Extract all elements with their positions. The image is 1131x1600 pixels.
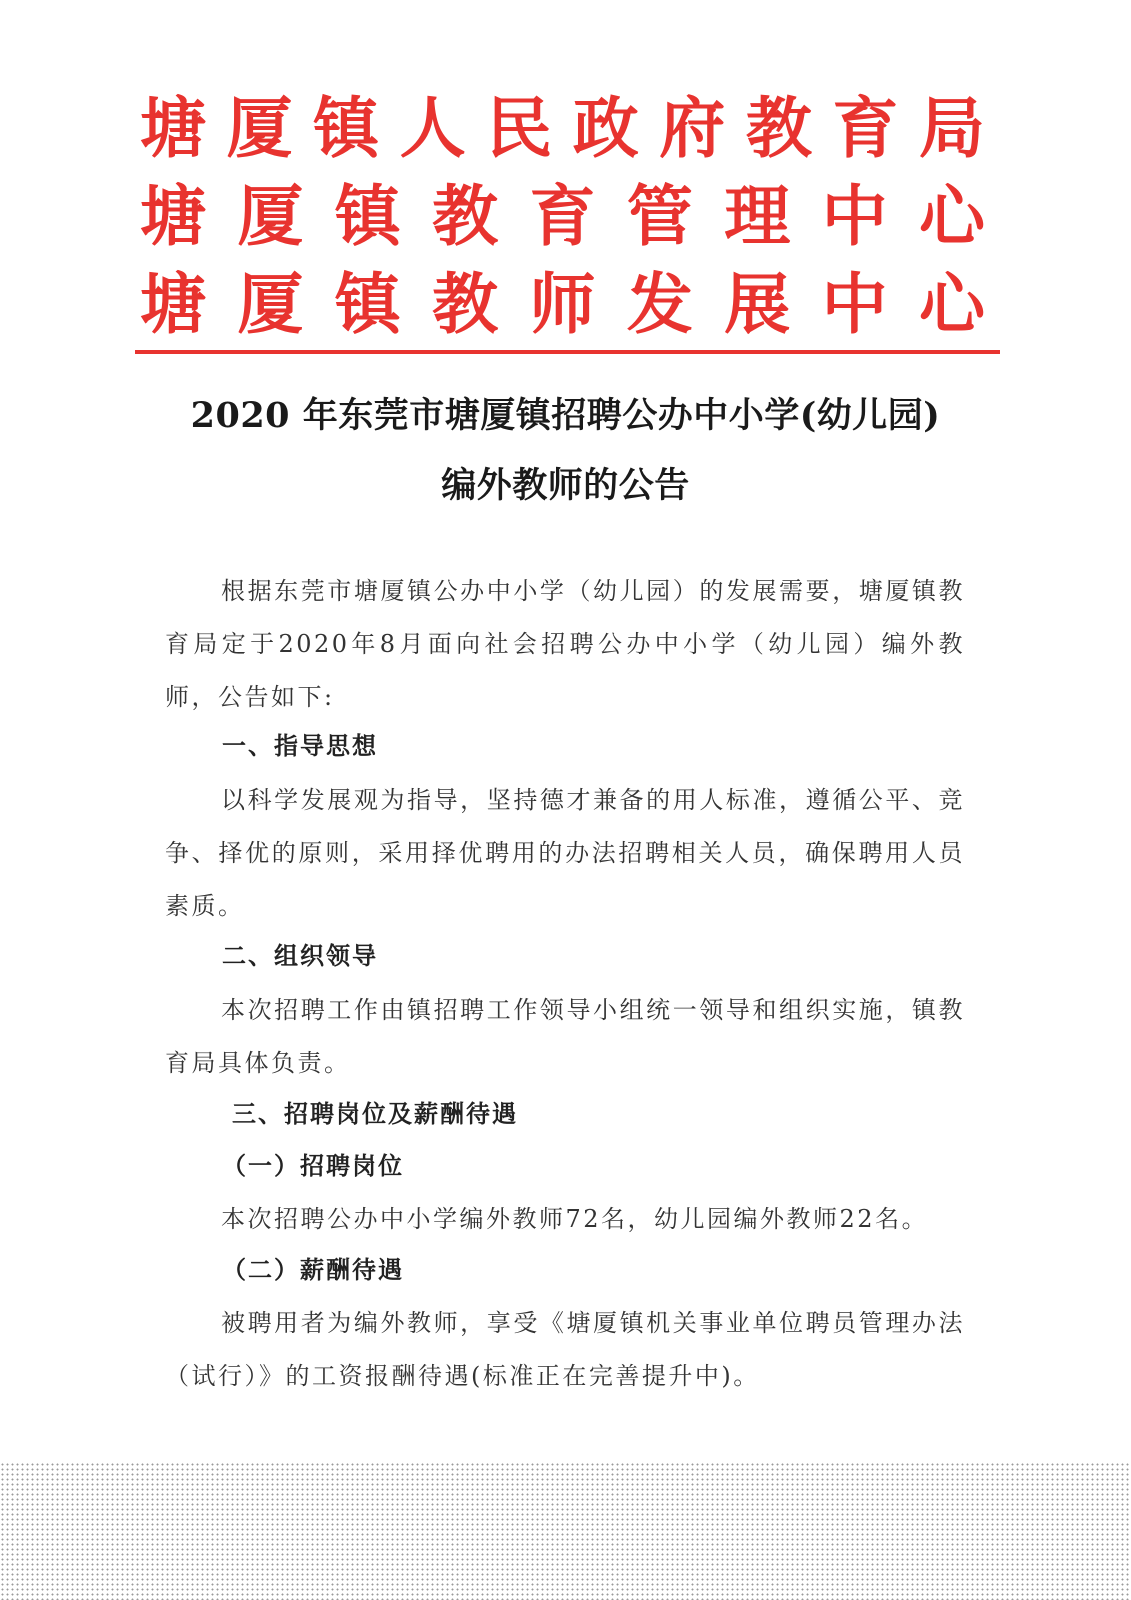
letterhead-line-3 bbox=[140, 264, 985, 344]
dotted-background-pattern bbox=[0, 1462, 1131, 1600]
letterhead-char: 师 bbox=[529, 265, 596, 343]
letterhead-char: 心 bbox=[919, 265, 985, 343]
letterhead-line-2 bbox=[140, 176, 985, 256]
letterhead-char: 心 bbox=[919, 177, 985, 255]
letterhead-char: 塘 bbox=[140, 177, 206, 255]
letterhead-char: 民 bbox=[486, 89, 553, 167]
letterhead-char: 局 bbox=[918, 89, 985, 167]
subsection-heading-salary: （二）薪酬待遇 bbox=[222, 1256, 404, 1284]
letterhead-char: 厦 bbox=[226, 89, 293, 167]
letterhead-line-1 bbox=[140, 88, 985, 168]
letterhead-char: 理 bbox=[724, 177, 791, 255]
letterhead-char: 教 bbox=[745, 89, 812, 167]
letterhead-divider bbox=[135, 350, 1000, 354]
letterhead-char: 政 bbox=[572, 89, 639, 167]
letterhead-char: 人 bbox=[399, 89, 466, 167]
letterhead-char: 府 bbox=[659, 89, 726, 167]
subsection-heading-positions: （一）招聘岗位 bbox=[222, 1152, 404, 1180]
letterhead-char: 厦 bbox=[237, 265, 304, 343]
letterhead-char: 管 bbox=[626, 177, 693, 255]
document-title-line-2: 编外教师的公告 bbox=[441, 465, 690, 506]
letterhead-char: 教 bbox=[432, 265, 499, 343]
letterhead-char: 教 bbox=[432, 177, 499, 255]
subsection-text-salary: 被聘用者为编外教师，享受《塘厦镇机关事业单位聘员管理办法（试行）》的工资报酬待遇(标准正在完善提升中)。 bbox=[165, 1309, 965, 1390]
document-title-line-1: 2020 年东莞市塘厦镇招聘公办中小学(幼儿园) bbox=[190, 395, 941, 436]
section-text-leadership: 本次招聘工作由镇招聘工作领导小组统一领导和组织实施，镇教育局具体负责。 bbox=[165, 996, 965, 1077]
intro-paragraph: 根据东莞市塘厦镇公办中小学（幼儿园）的发展需要，塘厦镇教育局定于2020年8月面向社会招聘公办中小学（幼儿园）编外教师，公告如下: bbox=[165, 577, 965, 711]
letterhead-char: 育 bbox=[529, 177, 596, 255]
letterhead-char: 镇 bbox=[313, 89, 380, 167]
letterhead-char: 发 bbox=[626, 265, 693, 343]
letterhead-char: 塘 bbox=[140, 89, 206, 167]
letterhead-char: 厦 bbox=[237, 177, 304, 255]
subsection-text-positions: 本次招聘公办中小学编外教师72名，幼儿园编外教师22名。 bbox=[221, 1205, 929, 1233]
letterhead-char: 镇 bbox=[334, 265, 401, 343]
letterhead-char: 中 bbox=[821, 177, 888, 255]
section-heading-guiding-ideology: 一、指导思想 bbox=[222, 732, 378, 760]
letterhead-char: 中 bbox=[821, 265, 888, 343]
section-heading-positions-salary: 三、招聘岗位及薪酬待遇 bbox=[232, 1100, 518, 1128]
section-text-guiding-ideology: 以科学发展观为指导，坚持德才兼备的用人标准，遵循公平、竞争、择优的原则，采用择优聘用的办法招聘相关人员，确保聘用人员素质。 bbox=[165, 786, 965, 920]
letterhead-char: 塘 bbox=[140, 265, 206, 343]
letterhead-char: 育 bbox=[832, 89, 899, 167]
section-heading-leadership: 二、组织领导 bbox=[222, 942, 378, 970]
letterhead-char: 镇 bbox=[334, 177, 401, 255]
letterhead-char: 展 bbox=[724, 265, 791, 343]
